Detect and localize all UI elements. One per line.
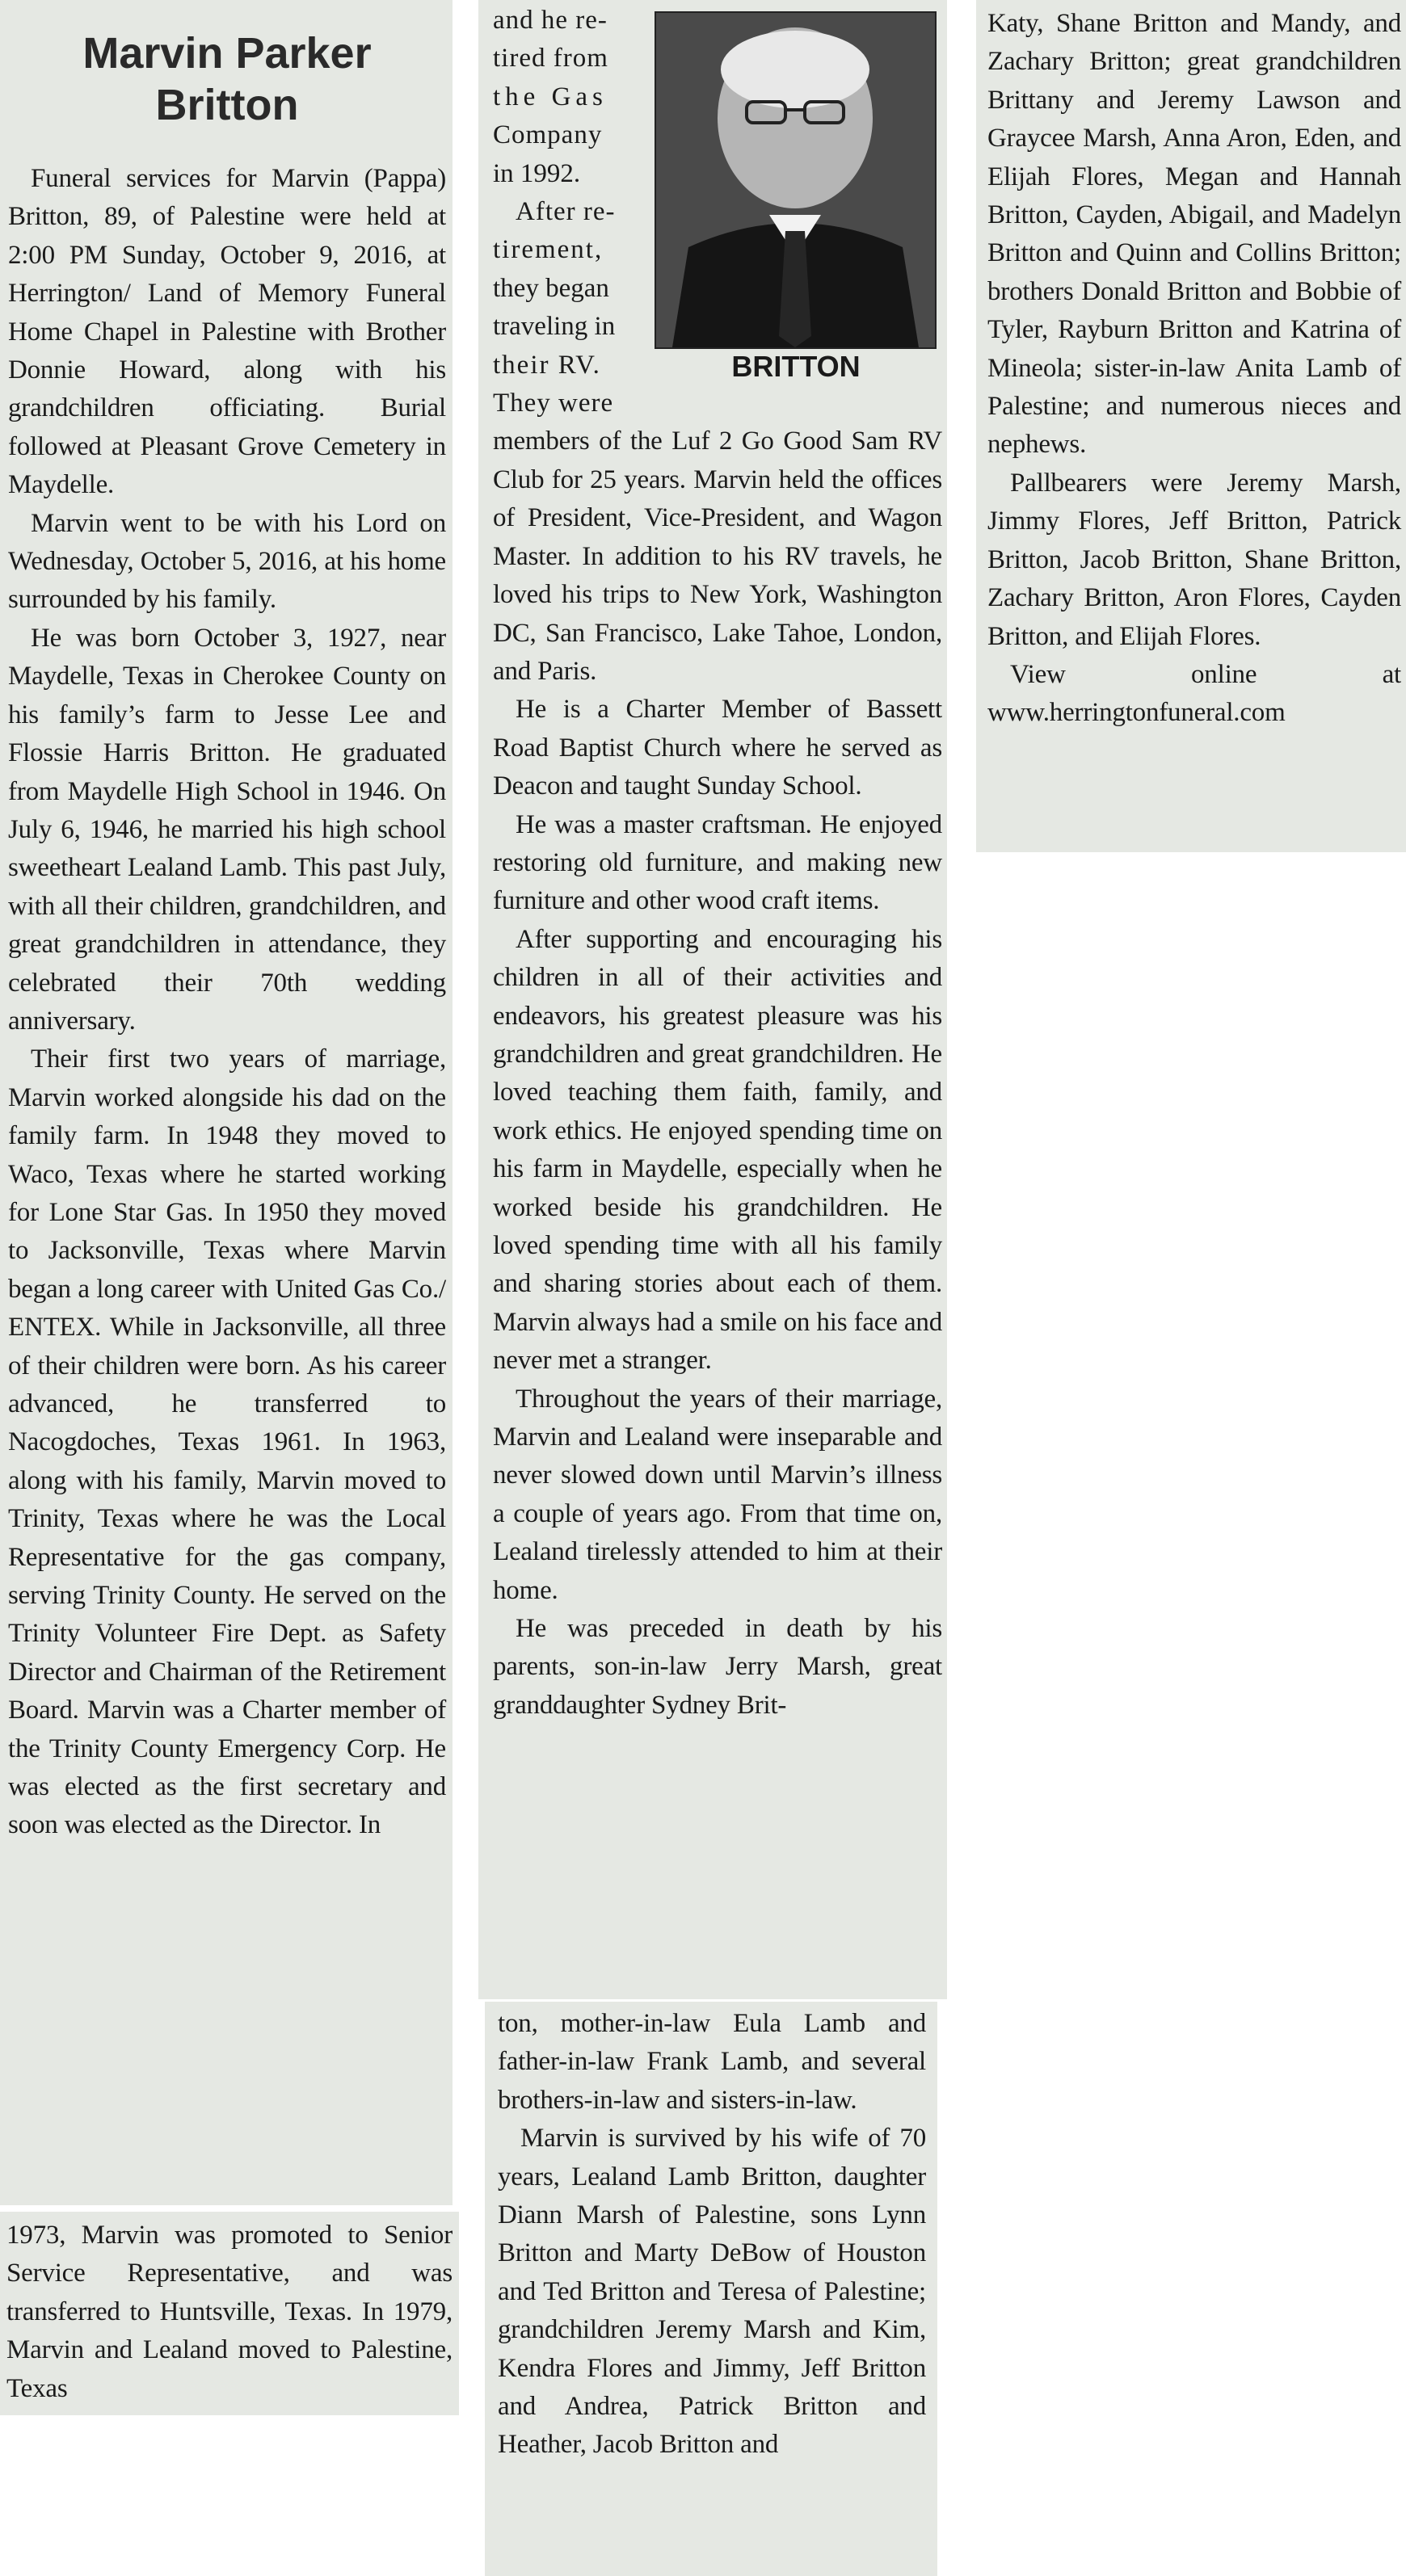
paragraph-rv-club: members of the Luf 2 Go Good Sam RV Club for 25 years. Marvin held the offices of President, Vice-President, and Wagon Master. In addition to his RV travels, he loved his trips to New York, Washington DC, San Francisco, Lake Tahoe, London, and Paris. xyxy=(493,427,942,686)
paragraph-view-online: View online at www.herringtonfuneral.com xyxy=(987,659,1401,728)
paragraph-passing: Marvin went to be with his Lord on Wednesday, October 5, 2016, at his home surrounded by his family. xyxy=(8,508,446,615)
text-line: in 1992. xyxy=(493,158,581,188)
text-line: tirement, xyxy=(493,235,604,265)
text-line: their RV. xyxy=(493,350,601,380)
headline-line-1: Marvin Parker xyxy=(82,29,372,78)
text-line: They were xyxy=(493,389,614,418)
photo-caption: BRITTON xyxy=(731,350,861,383)
paragraph-pallbearers: Pallbearers were Jeremy Marsh, Jimmy Flores, Jeff Britton, Patrick Britton, Jacob Britton, Shane Britton, Zachary Britton, Aron Flores, Cayden Britton, and Elijah Flores. xyxy=(987,468,1401,651)
text-line: traveling in xyxy=(493,312,616,342)
text-line: tired from xyxy=(493,44,608,74)
column-2-text xyxy=(493,2,942,1725)
obituary-headline xyxy=(8,27,446,131)
paragraph-career-continued: 1973, Marvin was promoted to Senior Service Representative, and was transferred to Huntsville, Texas. In 1979, Marvin and Lealand moved to Palestine, Texas xyxy=(6,2221,453,2403)
paragraph-craftsman: He was a master craftsman. He enjoyed restoring old furniture, and making new furniture and other wood craft items. xyxy=(493,809,942,916)
text-line: they began xyxy=(493,273,609,303)
paragraph-grandchildren: After supporting and encouraging his children in all of their activities and endeavors, his greatest pleasure was his grandchildren and great grandchildren. He loved teaching them faith, family, and work ethics. He enjoyed spending time on his farm in Maydelle, especially when he worked beside his grandchildren. He loved spending time with all his family and sharing stories about each of them. Marvin always had a smile on his face and never met a stranger. xyxy=(493,924,942,1376)
paragraph-career: Their first two years of marriage, Marvin worked alongside his dad on the family farm. In 1948 they moved to Waco, Texas where he started working for Lone Star Gas. In 1950 they moved to Jacksonville, Texas where Marvin began a long career with United Gas Co./ ENTEX. While in Jacksonville, all three of their children were born. As his career advanced, he transferred to Nacogdoches, Texas 1961. In 1963, along with his family, Marvin moved to Trinity, Texas where he was the Local Representative for the gas company, serving Trinity County. He served on the Trinity Volunteer Fire Dept. as Safety Director and Chairman of the Retirement Board. Marvin was a Charter member of the Trinity County Emergency Corp. He was elected as the first secretary and soon was elected as the Director. In xyxy=(8,1044,446,1840)
column-1-continued xyxy=(0,2212,459,2415)
paragraph-services: Funeral services for Marvin (Pappa) Britton, 89, of Palestine were held at 2:00 PM Sunday, October 9, 2016, at Herrington/ Land of Memory Funeral Home Chapel in Palestine with Brother Donnie Howard, along with his grandchildren officiating. Burial followed at Pleasant Grove Cemetery in Maydelle. xyxy=(8,164,446,500)
paragraph-preceded: He was preceded in death by his parents, son-in-law Jerry Marsh, great granddaughter Sydney Brit- xyxy=(493,1614,942,1720)
column-2-body xyxy=(493,422,942,1725)
wrap-block-retired xyxy=(493,2,646,422)
paragraph-church: He is a Charter Member of Bassett Road Baptist Church where he served as Deacon and taught Sunday School. xyxy=(493,695,942,801)
paragraph-birth: He was born October 3, 1927, near Maydelle, Texas in Cherokee County on his family’s farm to Jesse Lee and Flossie Harris Britton. He graduated from Maydelle High School in 1946. On July 6, 1946, he married his high school sweetheart Lealand Lamb. This past July, with all their children, grandchildren, and great grandchildren in attendance, they celebrated their 70th wedding anniversary. xyxy=(8,623,446,1036)
paragraph-in-laws: ton, mother-in-law Eula Lamb and father-in-law Frank Lamb, and several brothers-in-law and sisters-in-law. xyxy=(498,2009,926,2115)
text-line: and he re- xyxy=(493,6,608,35)
paragraph-marriage: Throughout the years of their marriage, Marvin and Lealand were inseparable and never slowed down until Marvin’s illness a couple of years ago. From that time on, Lealand tirelessly attended to him at their home. xyxy=(493,1384,942,1605)
text-line: the Gas xyxy=(493,82,608,111)
column-1 xyxy=(0,0,453,2205)
paragraph-survived: Marvin is survived by his wife of 70 years, Lealand Lamb Britton, daughter Diann Marsh of Palestine, sons Lynn Britton and Marty DeBow of Houston and Ted Britton and Teresa of Palestine; grandchildren Jeremy Marsh and Kim, Kendra Flores and Jimmy, Jeff Britton and Andrea, Patrick Britton and Heather, Jacob Britton and xyxy=(498,2124,926,2460)
text-line: Company xyxy=(493,120,603,150)
text-line: After re- xyxy=(516,197,616,227)
column-3 xyxy=(976,0,1406,852)
headline-line-2: Britton xyxy=(155,81,299,129)
column-2-continued xyxy=(485,2002,937,2576)
paragraph-great-grandchildren: Katy, Shane Britton and Mandy, and Zachary Britton; great grandchildren Brittany and Jeremy Lawson and Graycee Marsh, Anna Aron, Eden, and Elijah Flores, Megan and Hannah Britton, Cayden, Abigail, and Madelyn Britton and Quinn and Collins Britton; brothers Donald Britton and Bobbie of Tyler, Rayburn Britton and Katrina of Mineola; sister-in-law Anita Lamb of Palestine; and numerous nieces and nephews. xyxy=(987,9,1401,460)
